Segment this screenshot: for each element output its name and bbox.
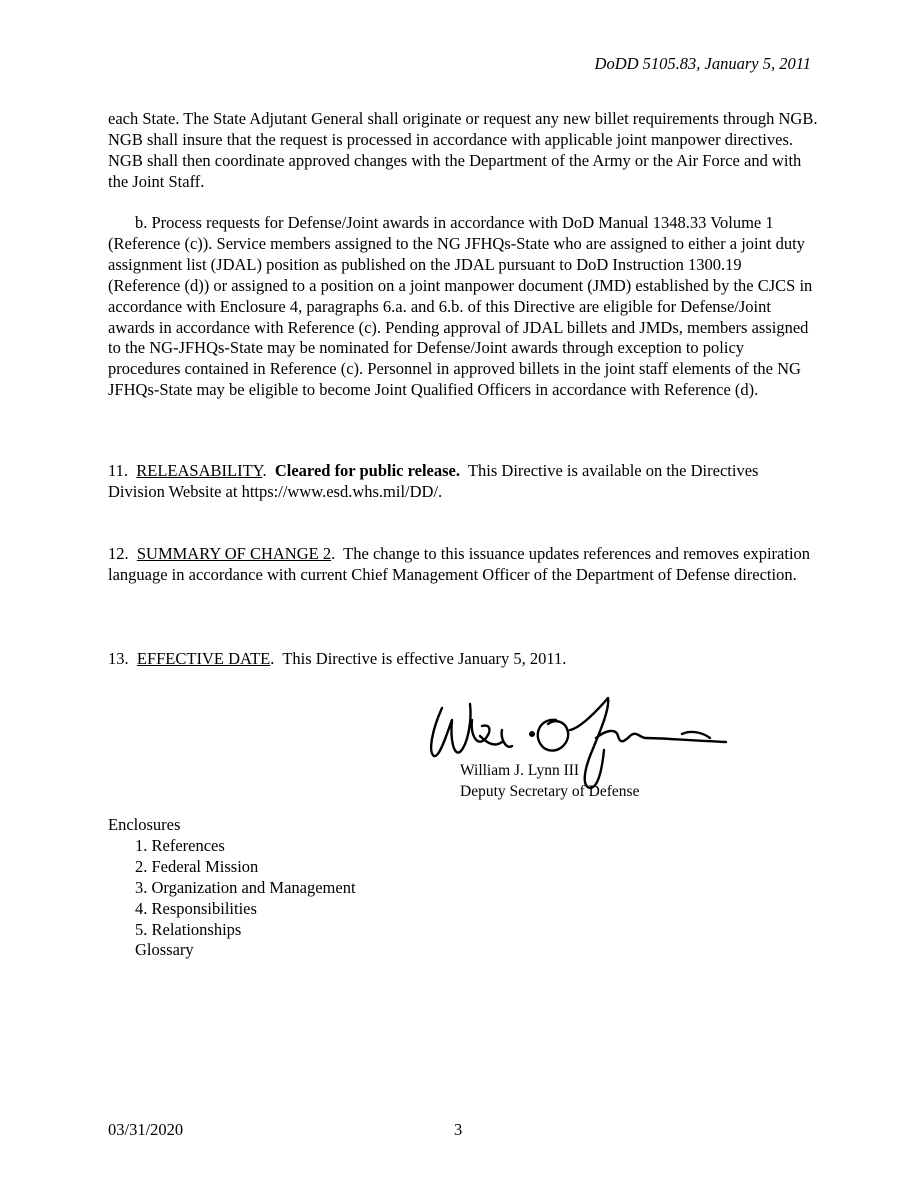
footer-date: 03/31/2020 <box>108 1120 184 1139</box>
section-text: This Directive is effective January 5, 2011. <box>282 649 567 668</box>
enclosure-item: Glossary <box>135 940 194 960</box>
section-number: 13. <box>108 649 129 668</box>
section-title: EFFECTIVE DATE <box>136 649 271 668</box>
section-title: RELEASABILITY <box>136 461 263 480</box>
release-statement: Cleared for public release. <box>274 461 460 480</box>
section-text: This Directive is available on the Directives Division Website at https://www.esd.whs.mil/DD/. <box>108 461 759 501</box>
paragraph-b: b. Process requests for Defense/Joint awards in accordance with DoD Manual 1348.33 Volume 1 (Reference (c)). Service members assigned to the NG JFHQs-State who are assigned to either a joint duty assignment list (JDAL) position as published on the JDAL pursuant to DoD Instruction 1300.19 (Reference (d)) or assigned to a position on a joint manpower document (JMD) established by the CJCS in accordance with Enclosure 4, paragraphs 6.a. and 6.b. of this Directive are eligible for Defense/Joint awards in accordance with Reference (c). Pending approval of JDAL billets and JMDs, members assigned to the NG-JFHQs-State may be nominated for Defense/Joint awards through exception to policy procedures contained in Reference (c). Personnel in approved billets in the joint staff elements of the NG JFHQs-State may be eligible to become Joint Qualified Officers in accordance with Reference (d). <box>108 213 813 400</box>
section-effective-date: 13. EFFECTIVE DATE. This Directive is effective January 5, 2011. <box>108 649 567 668</box>
enclosures-heading: Enclosures <box>108 815 181 834</box>
document-header: DoDD 5105.83, January 5, 2011 <box>594 54 811 73</box>
enclosure-item: 5. Relationships <box>135 919 242 939</box>
signer-name: William J. Lynn III <box>460 762 580 779</box>
page-number: 3 <box>454 1120 463 1139</box>
enclosure-item: 4. Responsibilities <box>135 898 257 918</box>
paragraph-continuation: each State. The State Adjutant General shall originate or request any new billet requirements through NGB. NGB shall insure that the request is processed in accordance with applicable joint manpower directives. NGB shall then coordinate approved changes with the Department of the Army or the Air Force and with the Joint Staff. <box>108 109 818 191</box>
enclosure-item: 3. Organization and Management <box>135 877 356 897</box>
enclosures-list <box>108 815 356 961</box>
enclosure-item: 1. References <box>135 835 225 855</box>
enclosure-item: 2. Federal Mission <box>135 856 259 876</box>
section-releasability: 11. RELEASABILITY. Cleared for public release. This Directive is available on the Directives Division Website at https://www.esd.whs.mil/DD/. <box>108 461 759 501</box>
section-text: The change to this issuance updates references and removes expiration language in accordance with current Chief Management Officer of the Department of Defense direction. <box>108 544 811 584</box>
signature-block <box>420 690 750 810</box>
section-title: SUMMARY OF CHANGE 2 <box>136 544 332 563</box>
section-summary-of-change: 12. SUMMARY OF CHANGE 2. The change to this issuance updates references and removes expiration language in accordance with current Chief Management Officer of the Department of Defense direction. <box>108 544 811 584</box>
section-number: 11. <box>108 461 129 480</box>
signer-title: Deputy Secretary of Defense <box>460 783 640 800</box>
section-number: 12. <box>108 544 129 563</box>
